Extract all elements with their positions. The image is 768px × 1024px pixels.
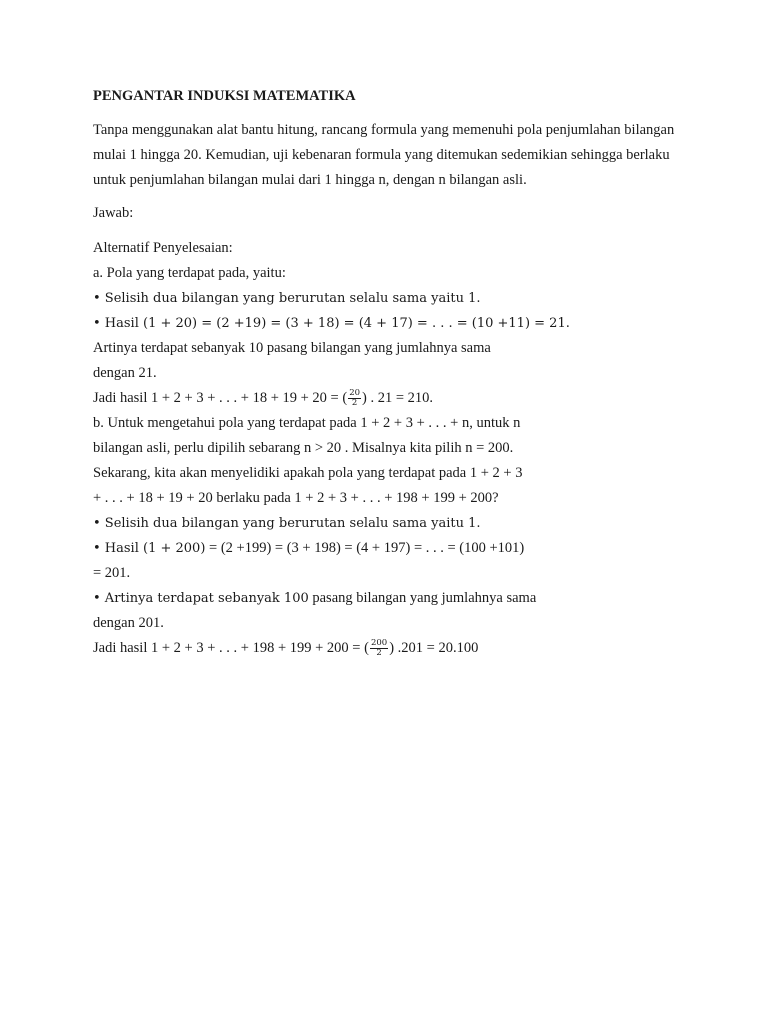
part-b-fraction (370, 639, 388, 658)
part-a-result-suffix: ) . 21 = 210. (362, 390, 434, 406)
document-title: PENGANTAR INDUKSI MATEMATIKA (93, 88, 356, 104)
part-a-result (93, 386, 693, 411)
part-b-line-2: bilangan asli, perlu dipilih sebarang n > 20 . Misalnya kita pilih n = 200. (93, 440, 514, 456)
part-b-line-3: Sekarang, kita akan menyelidiki apakah pola yang terdapat pada 1 + 2 + 3 (93, 465, 523, 481)
fraction-numerator: 200 (370, 638, 388, 649)
part-b-bullet-pairs (93, 536, 693, 561)
part-b-result-suffix: ) .201 = 20.100 (389, 640, 479, 656)
part-b-bullet-meaning (93, 586, 693, 611)
part-a-fraction (348, 389, 361, 408)
part-a-heading: a. Pola yang terdapat pada, yaitu: (93, 265, 286, 281)
part-b-line-6: = 201. (93, 565, 131, 581)
part-b-line-8: dengan 201. (93, 615, 164, 631)
question-paragraph: Tanpa menggunakan alat bantu hitung, rancang formula yang memenuhi pola penjumlahan bilangan mulai 1 hingga 20. Kemudian, uji kebenaran formula yang ditemukan sedemikian sehingga berlaku untuk penjumlahan bilangan mulai dari 1 hingga n, dengan n bilangan asli. (93, 122, 675, 188)
part-a-bullet-pairs: • Hasil (1 + 20) = (2 +19) = (3 + 18) = (4 + 17) = . . . = (10 +11) = 21. (93, 316, 570, 331)
part-b-result-prefix: Jadi hasil 1 + 2 + 3 + . . . + 198 + 199 + 200 = ( (93, 640, 369, 656)
part-a-meaning-line: Artinya terdapat sebanyak 10 pasang bilangan yang jumlahnya sama (93, 340, 491, 356)
fraction-numerator: 20 (349, 388, 361, 399)
part-a-result-prefix: Jadi hasil 1 + 2 + 3 + . . . + 18 + 19 + 20 = ( (93, 390, 348, 406)
part-a-bullet-difference: • Selisih dua bilangan yang berurutan selalu sama yaitu 1. (93, 291, 481, 306)
part-b-bullet-pairs-start: • Hasil (1 + 200) (93, 541, 206, 556)
part-b-bullet-pairs-rest: = (2 +199) = (3 + 198) = (4 + 197) = . . . = (100 +101) (205, 540, 525, 556)
part-b-result (93, 636, 693, 661)
part-b-bullet-meaning-rest: pasang bilangan yang jumlahnya sama (308, 590, 537, 606)
part-b-bullet-meaning-start: • Artinya terdapat sebanyak 100 (93, 591, 309, 606)
document-page (93, 86, 693, 661)
part-b-bullet-difference: • Selisih dua bilangan yang berurutan selalu sama yaitu 1. (93, 516, 481, 531)
alternative-heading: Alternatif Penyelesaian: (93, 240, 233, 256)
part-b-line-1: b. Untuk mengetahui pola yang terdapat pada 1 + 2 + 3 + . . . + n, untuk n (93, 415, 521, 431)
fraction-denominator: 2 (376, 648, 382, 659)
part-a-meaning-line-end: dengan 21. (93, 365, 157, 381)
fraction-denominator: 2 (351, 398, 358, 409)
part-b-line-4: + . . . + 18 + 19 + 20 berlaku pada 1 + 2 + 3 + . . . + 198 + 199 + 200? (93, 490, 499, 506)
answer-label: Jawab: (93, 205, 134, 221)
